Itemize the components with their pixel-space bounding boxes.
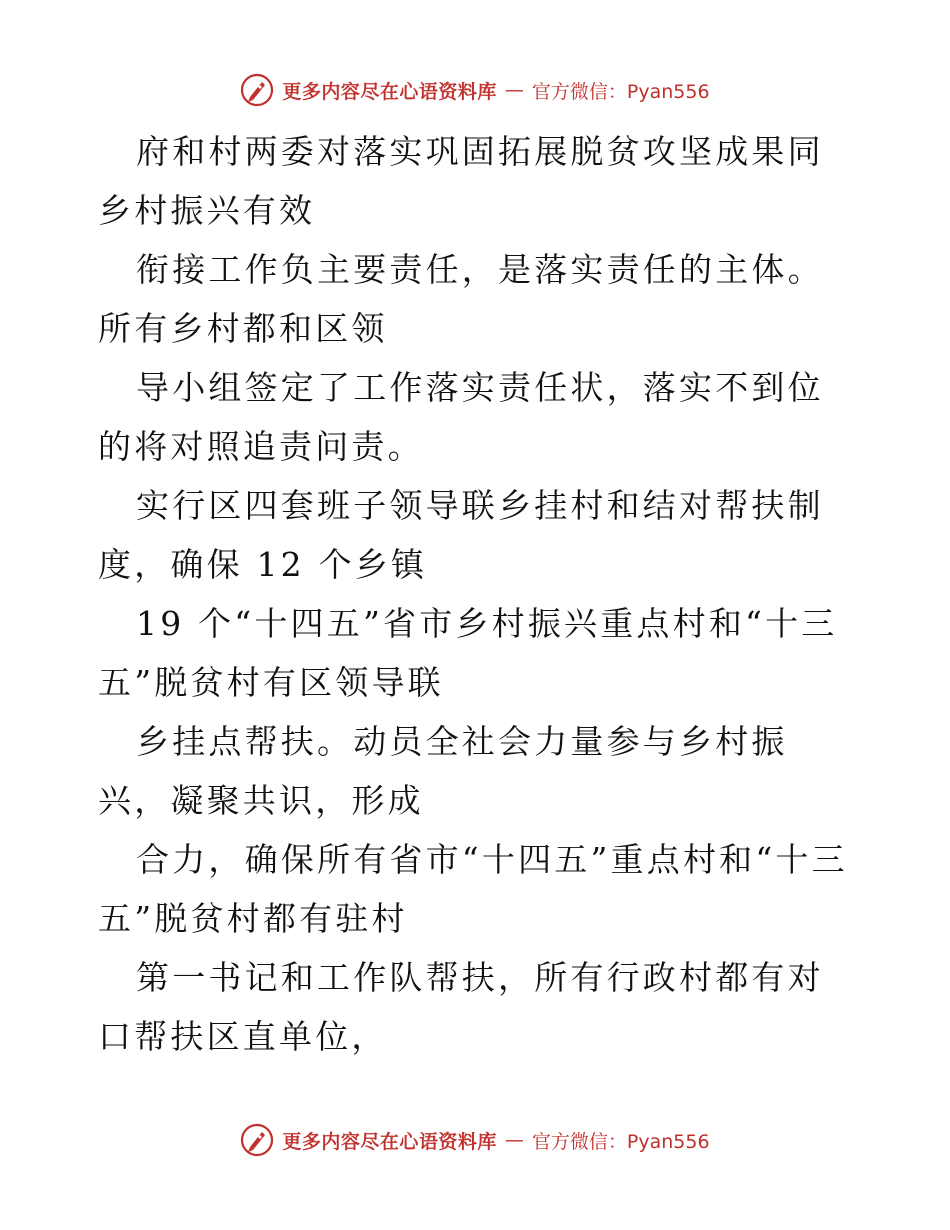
paragraph: 第一书记和工作队帮扶，所有行政村都有对口帮扶区直单位， <box>98 958 824 1056</box>
paragraph: 19 个“十四五”省市乡村振兴重点村和“十三五”脱贫村有区领导联 <box>98 604 838 702</box>
pen-nib-logo-icon <box>240 73 274 107</box>
paragraph: 乡挂点帮扶。动员全社会力量参与乡村振兴，凝聚共识，形成 <box>98 722 788 820</box>
paragraph: 实行区四套班子领导联乡挂村和结对帮扶制度，确保 12 个乡镇 <box>98 486 824 584</box>
header-wechat-text: 官方微信：Pyan556 <box>531 80 710 103</box>
header-banner-text: 更多内容尽在心语资料库 <box>282 80 497 103</box>
header-banner <box>0 70 950 110</box>
footer-banner <box>0 1120 950 1160</box>
document-body <box>98 122 858 1066</box>
pen-nib-logo-icon <box>240 1123 274 1157</box>
paragraph: 府和村两委对落实巩固拓展脱贫攻坚成果同乡村振兴有效 <box>98 132 824 230</box>
footer-banner-text: 更多内容尽在心语资料库 <box>282 1130 497 1153</box>
paragraph: 导小组签定了工作落实责任状，落实不到位的将对照追责问责。 <box>98 368 824 466</box>
header-separator: — <box>504 79 524 101</box>
footer-separator: — <box>504 1129 524 1151</box>
footer-wechat-text: 官方微信：Pyan556 <box>531 1130 710 1153</box>
paragraph: 合力，确保所有省市“十四五”重点村和“十三五”脱贫村都有驻村 <box>98 840 848 938</box>
paragraph: 衔接工作负主要责任，是落实责任的主体。所有乡村都和区领 <box>98 250 824 348</box>
